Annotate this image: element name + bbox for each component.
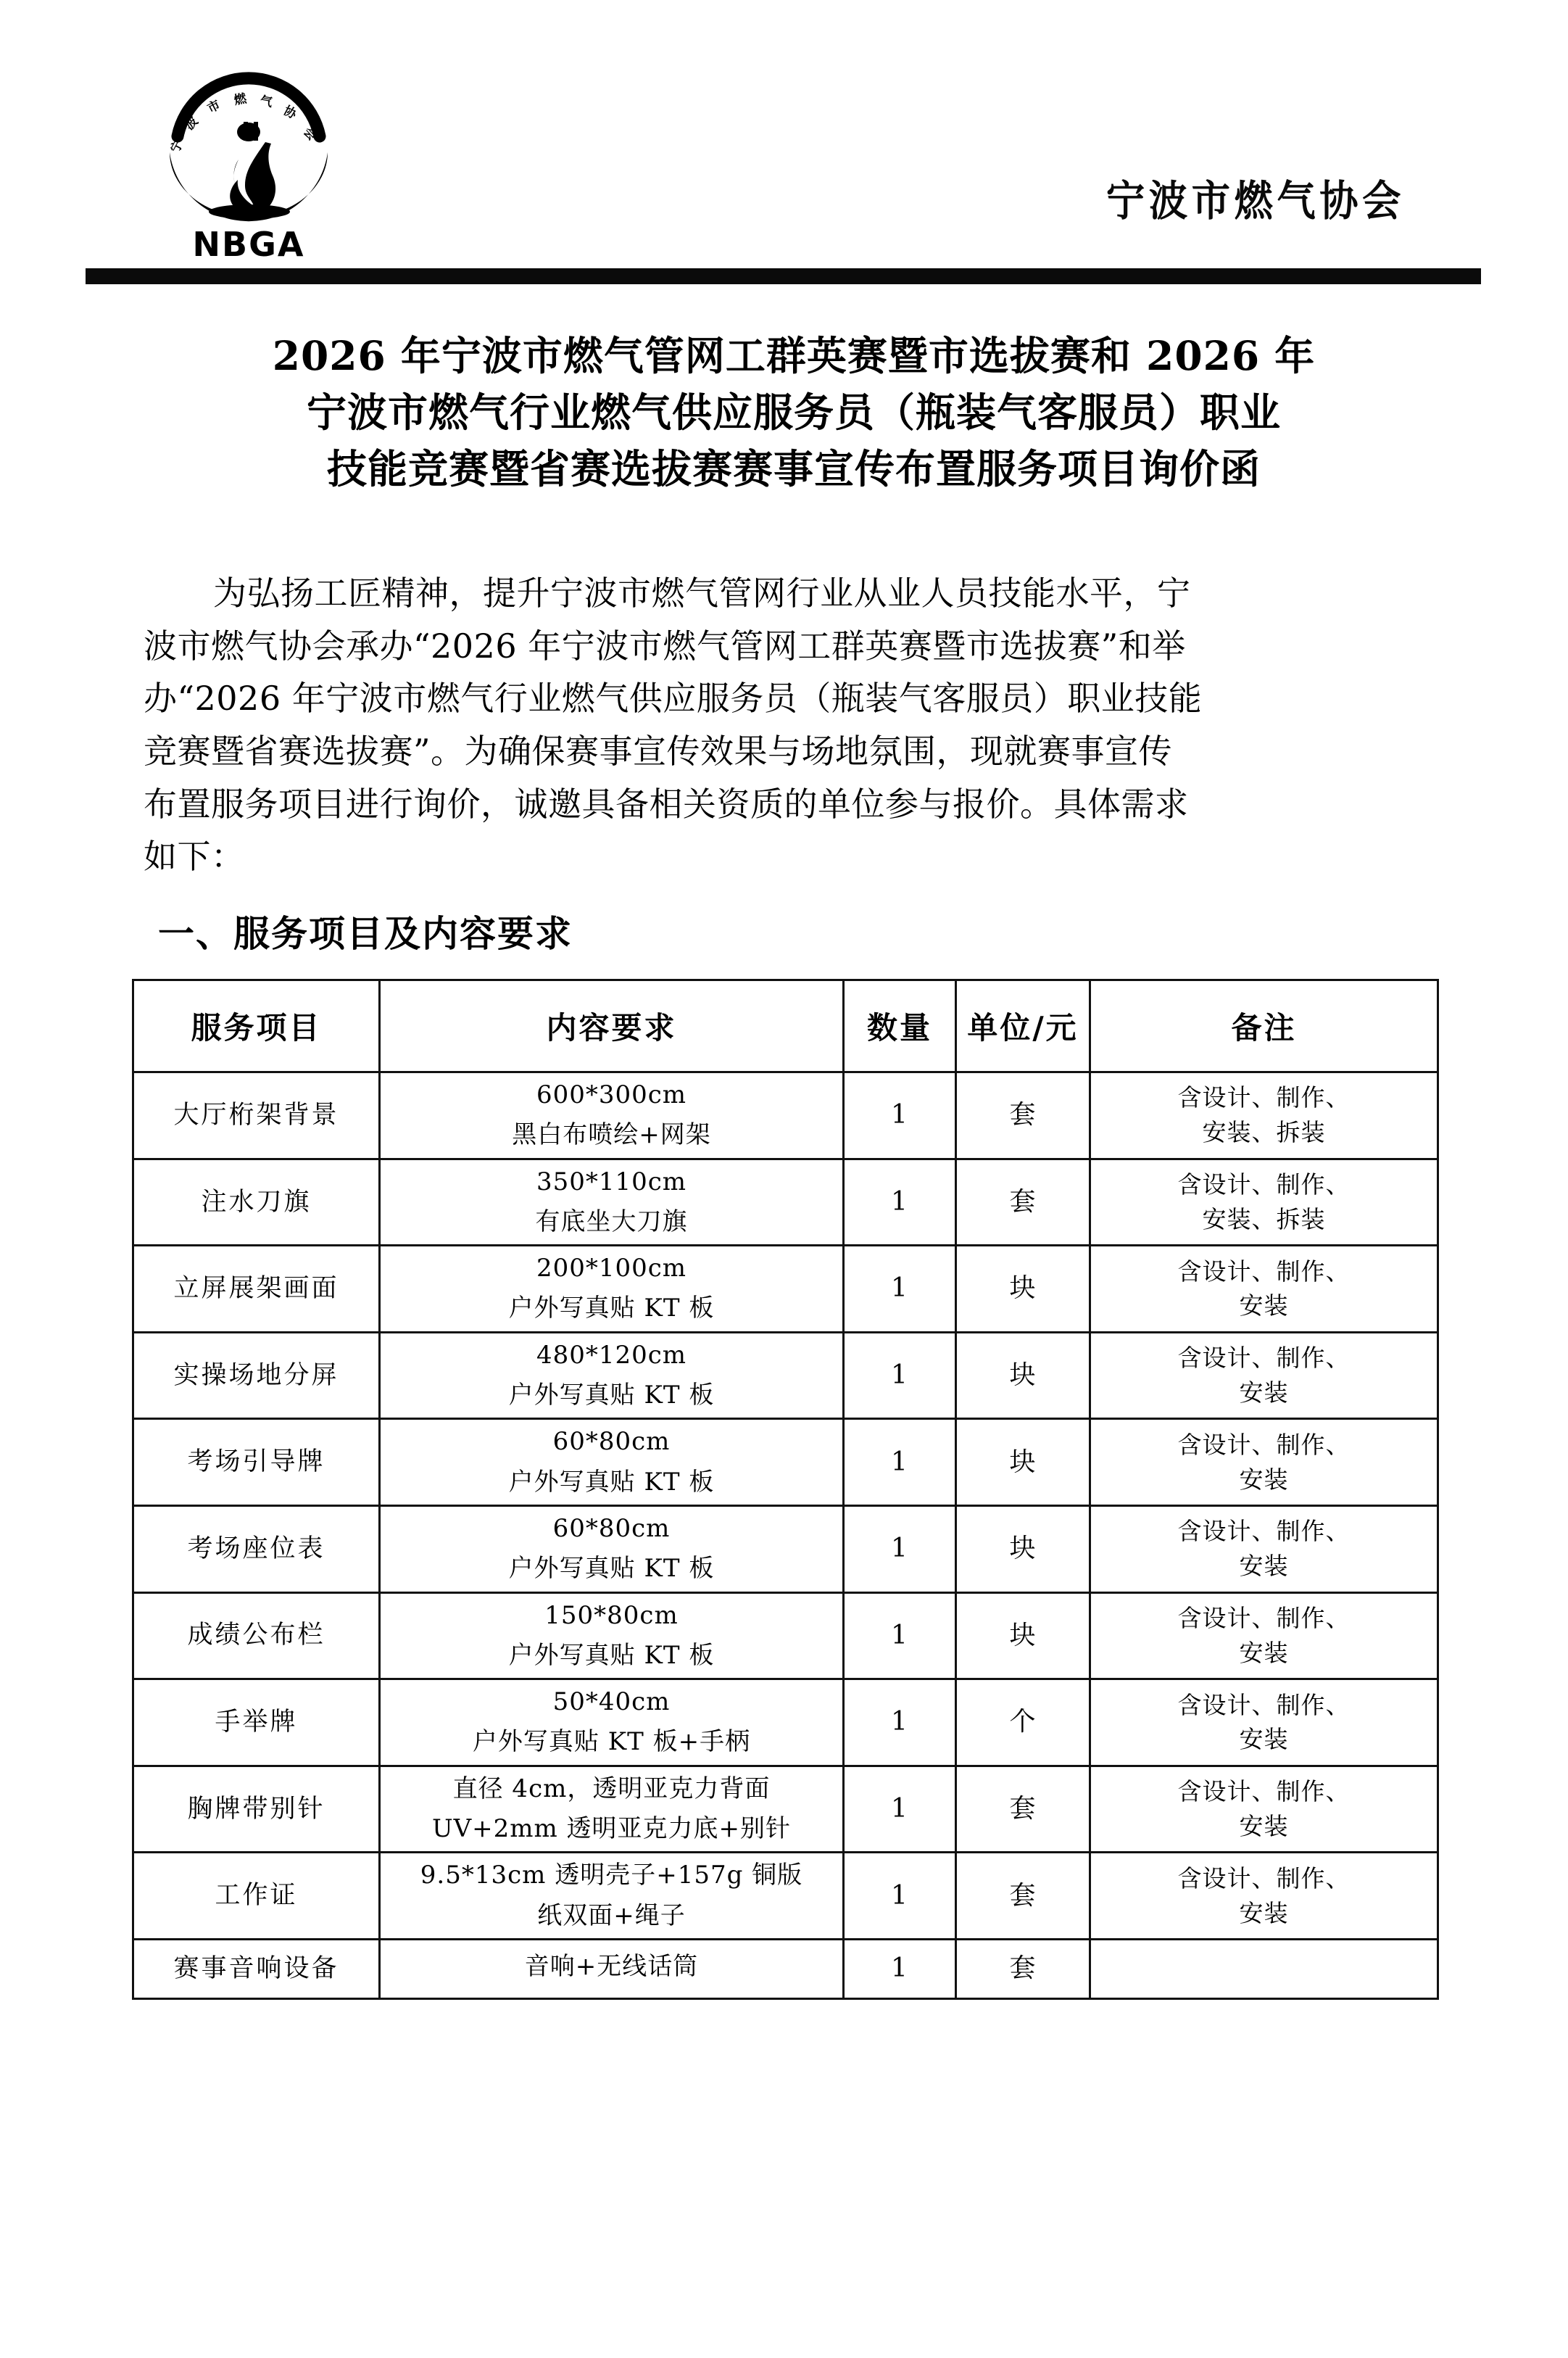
cell-unit: 套 bbox=[956, 1159, 1090, 1246]
intro-paragraph-line-5: 布置服务项目进行询价，诚邀具备相关资质的单位参与报价。具体需求 bbox=[144, 784, 1189, 824]
letterhead bbox=[86, 22, 1485, 261]
content-line-2: 户外写真贴 KT 板+手柄 bbox=[472, 1727, 751, 1757]
column-header-content-req: 内容要求 bbox=[380, 980, 844, 1072]
cell-quantity: 1 bbox=[844, 1246, 956, 1333]
service-items-table bbox=[132, 979, 1439, 2000]
cell-unit: 套 bbox=[956, 1072, 1090, 1159]
content-line-1: 60*80cm bbox=[552, 1513, 671, 1543]
remarks-line-1: 含设计、制作、 bbox=[1177, 1777, 1351, 1806]
cell-content-req bbox=[380, 1332, 844, 1419]
cell-unit: 套 bbox=[956, 1939, 1090, 1998]
remarks-line-2: 安装 bbox=[1239, 1552, 1289, 1581]
content-line-1: 480*120cm bbox=[536, 1340, 687, 1370]
svg-text:协: 协 bbox=[281, 103, 299, 123]
cell-service-item: 实操场地分屏 bbox=[133, 1332, 380, 1419]
table-row bbox=[133, 1419, 1438, 1506]
cell-quantity: 1 bbox=[844, 1505, 956, 1592]
svg-text:市: 市 bbox=[204, 97, 223, 117]
cell-quantity: 1 bbox=[844, 1853, 956, 1940]
table-header-row bbox=[133, 980, 1438, 1072]
column-header-service-item: 服务项目 bbox=[133, 980, 380, 1072]
cell-quantity: 1 bbox=[844, 1766, 956, 1853]
cell-remarks bbox=[1090, 1072, 1438, 1159]
nbga-logo bbox=[144, 51, 354, 261]
table-row bbox=[133, 1939, 1438, 1998]
cell-service-item: 工作证 bbox=[133, 1853, 380, 1940]
cell-content-req bbox=[380, 1592, 844, 1679]
section-heading-services: 一、服务项目及内容要求 bbox=[158, 912, 573, 955]
content-line-2: 有底坐大刀旗 bbox=[535, 1207, 688, 1236]
cell-content-req bbox=[380, 1159, 844, 1246]
remarks-line-2: 安装、拆装 bbox=[1202, 1204, 1326, 1233]
cell-service-item: 成绩公布栏 bbox=[133, 1592, 380, 1679]
cell-unit: 块 bbox=[956, 1592, 1090, 1679]
table-row bbox=[133, 1766, 1438, 1853]
cell-content-req bbox=[380, 1766, 844, 1853]
cell-remarks bbox=[1090, 1853, 1438, 1940]
remarks-line-1: 含设计、制作、 bbox=[1177, 1083, 1351, 1112]
header-divider-rule bbox=[86, 268, 1481, 284]
intro-paragraph-line-1: 为弘扬工匠精神，提升宁波市燃气管网行业从业人员技能水平，宁 bbox=[213, 574, 1191, 613]
svg-text:气: 气 bbox=[259, 94, 274, 110]
content-line-2: 黑白布喷绘+网架 bbox=[512, 1120, 711, 1150]
content-line-1: 150*80cm bbox=[544, 1600, 679, 1630]
cell-remarks bbox=[1090, 1592, 1438, 1679]
intro-paragraph-line-3: 办“2026 年宁波市燃气行业燃气供应服务员（瓶装气客服员）职业技能 bbox=[144, 679, 1203, 719]
table-row bbox=[133, 1853, 1438, 1940]
cell-service-item: 立屏展架画面 bbox=[133, 1246, 380, 1333]
intro-paragraph-line-4: 竞赛暨省赛选拔赛”。为确保赛事宣传效果与场地氛围，现就赛事宣传 bbox=[144, 732, 1173, 771]
cell-service-item: 注水刀旗 bbox=[133, 1159, 380, 1246]
cell-remarks bbox=[1090, 1505, 1438, 1592]
content-line-1: 350*110cm bbox=[536, 1167, 687, 1196]
intro-paragraph-line-2: 波市燃气协会承办“2026 年宁波市燃气管网工群英赛暨市选拔赛”和举 bbox=[144, 626, 1186, 666]
remarks-line-2: 安装 bbox=[1239, 1812, 1289, 1841]
cell-quantity: 1 bbox=[844, 1159, 956, 1246]
cell-quantity: 1 bbox=[844, 1332, 956, 1419]
content-line-1: 9.5*13cm 透明壳子+157g 铜版 bbox=[420, 1861, 803, 1890]
cell-content-req bbox=[380, 1072, 844, 1159]
cell-quantity: 1 bbox=[844, 1679, 956, 1766]
cell-unit: 块 bbox=[956, 1246, 1090, 1333]
svg-text:波: 波 bbox=[182, 114, 202, 133]
table-row bbox=[133, 1679, 1438, 1766]
cell-service-item: 大厅桁架背景 bbox=[133, 1072, 380, 1159]
page-title-line-3: 技能竞赛暨省赛选拔赛赛事宣传布置服务项目询价函 bbox=[326, 445, 1261, 493]
svg-text:会: 会 bbox=[300, 124, 320, 144]
table-row bbox=[133, 1159, 1438, 1246]
content-line-2: UV+2mm 透明亚克力底+别针 bbox=[431, 1814, 792, 1844]
page-title-line-2: 宁波市燃气行业燃气供应服务员（瓶装气客服员）职业 bbox=[306, 389, 1281, 437]
cell-service-item: 考场座位表 bbox=[133, 1505, 380, 1592]
remarks-line-1: 含设计、制作、 bbox=[1177, 1517, 1351, 1546]
table-row bbox=[133, 1505, 1438, 1592]
remarks-line-1: 含设计、制作、 bbox=[1177, 1344, 1351, 1373]
content-line-1: 600*300cm bbox=[536, 1080, 687, 1109]
remarks-line-2: 安装 bbox=[1239, 1725, 1289, 1754]
cell-unit: 个 bbox=[956, 1679, 1090, 1766]
cell-service-item: 胸牌带别针 bbox=[133, 1766, 380, 1853]
cell-content-req bbox=[380, 1505, 844, 1592]
flame-in-circle-logo-icon bbox=[144, 51, 354, 261]
remarks-line-2: 安装 bbox=[1239, 1465, 1289, 1494]
cell-unit: 块 bbox=[956, 1419, 1090, 1506]
svg-text:燃: 燃 bbox=[233, 91, 248, 108]
content-line-1: 直径 4cm，透明亚克力背面 bbox=[452, 1774, 771, 1803]
content-line-1: 50*40cm bbox=[552, 1687, 671, 1717]
cell-service-item: 手举牌 bbox=[133, 1679, 380, 1766]
remarks-line-1: 含设计、制作、 bbox=[1177, 1604, 1351, 1633]
remarks-line-1: 含设计、制作、 bbox=[1177, 1430, 1351, 1459]
cell-remarks bbox=[1090, 1679, 1438, 1766]
remarks-line-1: 含设计、制作、 bbox=[1177, 1690, 1351, 1719]
cell-quantity: 1 bbox=[844, 1419, 956, 1506]
content-line-1: 60*80cm bbox=[552, 1427, 671, 1457]
cell-quantity: 1 bbox=[844, 1939, 956, 1998]
cell-remarks bbox=[1090, 1939, 1438, 1998]
svg-text:宁: 宁 bbox=[167, 137, 187, 156]
remarks-line-1: 含设计、制作、 bbox=[1177, 1863, 1351, 1892]
cell-content-req bbox=[380, 1419, 844, 1506]
cell-unit: 块 bbox=[956, 1332, 1090, 1419]
table-row bbox=[133, 1072, 1438, 1159]
cell-content-req bbox=[380, 1853, 844, 1940]
svg-text:NBGA: NBGA bbox=[192, 225, 305, 261]
cell-content-req bbox=[380, 1679, 844, 1766]
cell-service-item: 赛事音响设备 bbox=[133, 1939, 380, 1998]
content-line-1: 音响+无线话筒 bbox=[524, 1951, 699, 1981]
column-header-remarks: 备注 bbox=[1090, 980, 1438, 1072]
remarks-line-2: 安装 bbox=[1239, 1378, 1289, 1407]
column-header-quantity: 数量 bbox=[844, 980, 956, 1072]
content-line-2: 户外写真贴 KT 板 bbox=[508, 1554, 715, 1584]
intro-paragraph bbox=[144, 567, 1448, 883]
remarks-line-2: 安装、拆装 bbox=[1202, 1118, 1326, 1147]
cell-quantity: 1 bbox=[844, 1592, 956, 1679]
content-line-2: 户外写真贴 KT 板 bbox=[508, 1294, 715, 1323]
intro-paragraph-line-6: 如下： bbox=[144, 837, 245, 877]
content-line-2: 户外写真贴 KT 板 bbox=[508, 1467, 715, 1497]
remarks-line-1: 含设计、制作、 bbox=[1177, 1257, 1351, 1286]
cell-quantity: 1 bbox=[844, 1072, 956, 1159]
content-line-2: 户外写真贴 KT 板 bbox=[508, 1640, 715, 1670]
page-title-line-1: 2026 年宁波市燃气管网工群英赛暨市选拔赛和 2026 年 bbox=[272, 332, 1316, 379]
content-line-2: 户外写真贴 KT 板 bbox=[508, 1381, 715, 1410]
remarks-line-2: 安装 bbox=[1239, 1638, 1289, 1667]
table-body bbox=[133, 1072, 1438, 1999]
table-row bbox=[133, 1246, 1438, 1333]
cell-unit: 套 bbox=[956, 1853, 1090, 1940]
remarks-line-2: 安装 bbox=[1239, 1898, 1289, 1927]
cell-remarks bbox=[1090, 1159, 1438, 1246]
cell-service-item: 考场引导牌 bbox=[133, 1419, 380, 1506]
cell-content-req bbox=[380, 1246, 844, 1333]
cell-unit: 块 bbox=[956, 1505, 1090, 1592]
remarks-line-1: 含设计、制作、 bbox=[1177, 1170, 1351, 1199]
content-line-1: 200*100cm bbox=[536, 1254, 687, 1283]
cell-unit: 套 bbox=[956, 1766, 1090, 1853]
page-title bbox=[145, 328, 1443, 497]
cell-content-req bbox=[380, 1939, 844, 1998]
cell-remarks bbox=[1090, 1419, 1438, 1506]
table-row bbox=[133, 1592, 1438, 1679]
organization-name: 宁波市燃气协会 bbox=[1106, 176, 1405, 226]
remarks-line-2: 安装 bbox=[1239, 1291, 1289, 1320]
content-line-2: 纸双面+绳子 bbox=[537, 1900, 686, 1930]
column-header-unit-price: 单位/元 bbox=[956, 980, 1090, 1072]
cell-remarks bbox=[1090, 1766, 1438, 1853]
table-row bbox=[133, 1332, 1438, 1419]
cell-remarks bbox=[1090, 1246, 1438, 1333]
cell-remarks bbox=[1090, 1332, 1438, 1419]
